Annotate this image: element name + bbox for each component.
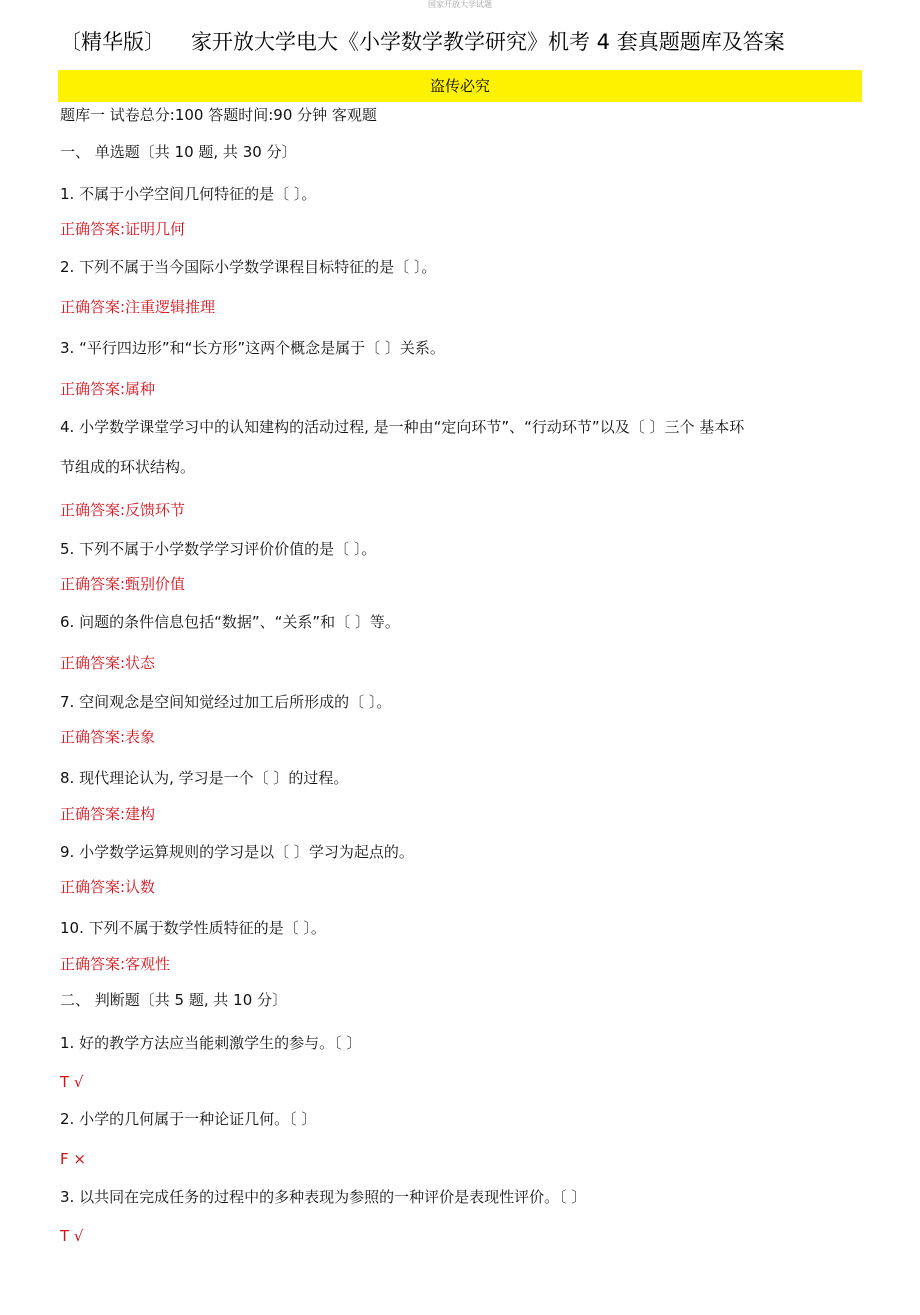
section-heading-true-false: 二、 判断题〔共 5 题, 共 10 分〕 <box>60 991 288 1009</box>
answer-text: 正确答案:反馈环节 <box>60 501 186 519</box>
question-text: 7. 空间观念是空间知觉经过加工后所形成的〔 〕。 <box>60 693 392 711</box>
title-edition: 〔精华版〕 <box>60 30 165 54</box>
answer-text: 正确答案:建构 <box>60 805 156 823</box>
question-text-continued: 节组成的环状结构。 <box>60 458 196 476</box>
question-text: 1. 好的教学方法应当能刺激学生的参与。〔 〕 <box>60 1034 362 1052</box>
answer-text: 正确答案:客观性 <box>60 955 171 973</box>
question-text: 8. 现代理论认为, 学习是一个〔 〕的过程。 <box>60 769 349 787</box>
answer-text: 正确答案:甄别价值 <box>60 575 186 593</box>
document-title <box>60 26 880 58</box>
running-header: 国家开放大学试题 <box>428 0 492 9</box>
question-text: 3. “平行四边形”和“长方形”这两个概念是属于〔 〕关系。 <box>60 339 445 357</box>
answer-text: T √ <box>60 1073 84 1091</box>
answer-text: 正确答案:认数 <box>60 878 156 896</box>
answer-text: 正确答案:表象 <box>60 728 156 746</box>
answer-text: T √ <box>60 1227 84 1245</box>
question-text: 10. 下列不属于数学性质特征的是〔 〕。 <box>60 919 326 937</box>
title-main: 家开放大学电大《小学数学教学研究》机考 4 套真题题库及答案 <box>191 30 785 54</box>
question-text: 6. 问题的条件信息包括“数据”、“关系”和〔 〕等。 <box>60 613 400 631</box>
question-text: 9. 小学数学运算规则的学习是以〔 〕学习为起点的。 <box>60 843 414 861</box>
question-text: 3. 以共同在完成任务的过程中的多种表现为参照的一种评价是表现性评价。〔 〕 <box>60 1188 587 1206</box>
question-text: 2. 小学的几何属于一种论证几何。〔 〕 <box>60 1110 317 1128</box>
answer-text: 正确答案:状态 <box>60 654 156 672</box>
answer-text: 正确答案:证明几何 <box>60 220 186 238</box>
answer-text: F × <box>60 1150 86 1168</box>
answer-text: 正确答案:属种 <box>60 380 156 398</box>
warning-banner: 盗传必究 <box>58 70 862 102</box>
question-text: 5. 下列不属于小学数学学习评价价值的是〔 〕。 <box>60 540 377 558</box>
answer-text: 正确答案:注重逻辑推理 <box>60 298 216 316</box>
section-heading-single-choice: 一、 单选题〔共 10 题, 共 30 分〕 <box>60 143 297 161</box>
question-text: 4. 小学数学课堂学习中的认知建构的活动过程, 是一种由“定向环节”、“行动环节”以及〔 〕三个 基本环 <box>60 418 745 436</box>
question-text: 2. 下列不属于当今国际小学数学课程目标特征的是〔 〕。 <box>60 258 437 276</box>
exam-info: 题库一 试卷总分:100 答题时间:90 分钟 客观题 <box>60 106 377 124</box>
question-text: 1. 不属于小学空间几何特征的是〔 〕。 <box>60 185 317 203</box>
